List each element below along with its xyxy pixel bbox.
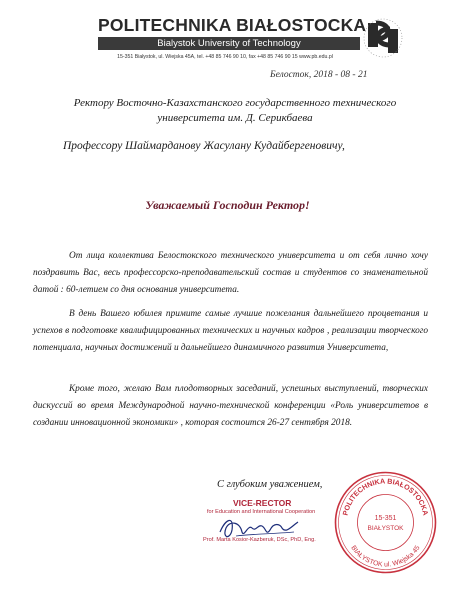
stamp-text-bottom: BIAŁYSTOK ul. Wiejska 45 [349, 544, 422, 569]
university-name: POLITECHNIKA BIAŁOSTOCKA [98, 15, 367, 35]
signatory-position: for Education and International Cooperation [207, 509, 316, 515]
signatory-title: VICE-RECTOR [233, 498, 292, 508]
addressee-line: Ректору Восточно-Казахстанского государственного технического [73, 97, 397, 109]
signatory-name: Prof. Marta Kosior-Kazberuk, DSc, PhD, Eng. [203, 537, 316, 543]
official-stamp-icon [333, 470, 438, 575]
body-paragraph [33, 306, 428, 357]
university-address: 15-351 Białystok, ul. Wiejska 45A, tel. +48 85 746 90 10, fax +48 85 746 90 15 www.pb.edu.pl [117, 54, 333, 60]
paragraph-text: Кроме того, желаю Вам плодотворных заседаний, успешных выступлений, творческих дискуссий во время Международной научно-технической конференции «Роль университетов в создании инновационной экономики» , которая состоится 26-27 сентября 2018. [33, 384, 428, 428]
letter-date: Белосток, 2018 - 08 - 21 [270, 70, 368, 80]
paragraph-text: В день Вашего юбилея примите самые лучшие пожелания дальнейшего процветания и успехов в подготовке квалифицированных технических и научных кадров , реализации творческого потенциала, научных достижений и дальнейшего динамичного развития Университета, [33, 309, 428, 353]
stamp-inner-text: BIAŁYSTOK [367, 525, 404, 532]
addressee-line: университета им. Д. Серикбаева [157, 112, 313, 124]
addressee-block [40, 96, 430, 126]
stamp-text-top: POLITECHNIKA BIAŁOSTOCKA [340, 476, 431, 517]
body-paragraph [33, 381, 428, 432]
closing-text: С глубоким уважением, [217, 479, 323, 490]
university-logo-icon [362, 17, 404, 59]
body-paragraph [33, 248, 428, 299]
svg-text:POLITECHNIKA BIAŁOSTOCKA [341, 476, 431, 516]
salutation: Уважаемый Господин Ректор! [145, 198, 310, 212]
paragraph-text: От лица коллектива Белостокского технического университета и от себя лично хочу поздравить Вас, весь профессорско-преподавательский состав и студентов со знаменательной датой : 60-летием со дня основания университета. [33, 251, 428, 295]
stamp-inner-code: 15-351 [374, 515, 397, 522]
university-name-english: Bialystok University of Technology [98, 37, 360, 50]
recipient-name: Профессору Шаймарданову Жасулану Кудайбергеновичу, [63, 140, 345, 152]
